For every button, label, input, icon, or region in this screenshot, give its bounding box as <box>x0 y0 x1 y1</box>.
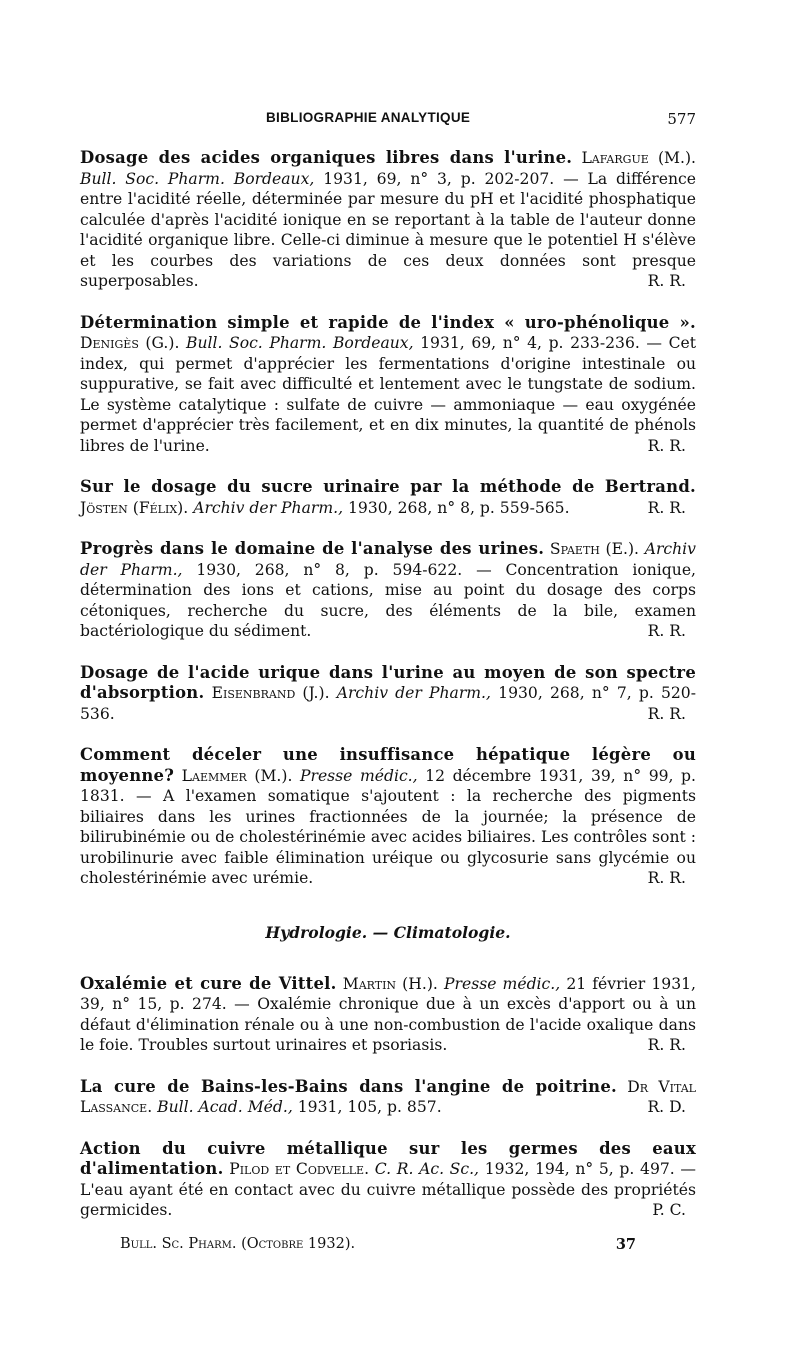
entry-signature: R. R. <box>647 272 686 290</box>
page-footer <box>80 1236 696 1258</box>
bibliography-entry <box>80 1077 696 1118</box>
page-number: 577 <box>667 110 696 128</box>
entry-title: Comment déceler une insuffisance hépatique légère ou moyenne? <box>80 745 696 785</box>
footer-signature-number: 37 <box>615 1235 636 1253</box>
entry-title: Sur le dosage du sucre urinaire par la méthode de Bertrand. <box>80 477 696 496</box>
bibliography-entry <box>80 477 696 518</box>
entry-reference: 12 décembre 1931, 39, n° 99, p. 1831. <box>80 766 696 805</box>
entry-author: Dr Vital Lassance. <box>80 1077 696 1116</box>
entry-author: Jösten (Félix). <box>80 498 189 517</box>
entries-section-1 <box>80 148 696 889</box>
entry-reference: 1931, 69, n° 3, p. 202-207. <box>314 169 555 188</box>
entry-reference: 1930, 268, n° 7, p. 520-536. <box>80 684 696 723</box>
footer-journal: Bull. Sc. Pharm. (Octobre 1932). <box>120 1235 356 1252</box>
bibliography-entry <box>80 663 696 725</box>
entry-body: — Oxalémie chronique due à un excès d'apport ou à un défaut d'élimination rénale ou à une non-combustion de l'acide oxalique dans le foie. Troubles surtout urinaires et psoriasis. <box>80 995 696 1054</box>
entry-body: — L'eau ayant été en contact avec du cuivre métallique possède des propriétés germicides. <box>80 1160 697 1219</box>
bibliography-entry <box>80 313 696 457</box>
entry-source: Archiv der Pharm., <box>80 540 696 579</box>
entry-reference: 1932, 194, n° 5, p. 497. <box>479 1160 675 1178</box>
entry-author: Denigès (G.). <box>80 334 180 352</box>
entry-title: La cure de Bains-les-Bains dans l'angine de poitrine. <box>80 1076 617 1096</box>
page <box>80 110 696 1258</box>
entry-title: Dosage des acides organiques libres dans l'urine. <box>80 148 573 167</box>
entry-title: Action du cuivre métallique sur les germes des eaux d'alimentation. <box>80 1138 696 1178</box>
entry-reference: 21 février 1931, 39, n° 15, p. 274. <box>80 974 696 1013</box>
entry-reference: 1930, 268, n° 8, p. 559-565. <box>343 498 570 517</box>
entry-signature: R. R. <box>647 869 686 887</box>
entry-reference: 1930, 268, n° 8, p. 594-622. <box>182 560 463 579</box>
bibliography-entry <box>80 745 696 889</box>
entry-signature: R. R. <box>647 498 686 517</box>
entry-source: Archiv der Pharm., <box>336 684 491 702</box>
entry-signature: R. R. <box>647 1036 686 1054</box>
entry-signature: R. R. <box>647 704 686 723</box>
entry-source: Bull. Soc. Pharm. Bordeaux, <box>80 169 315 188</box>
entry-title: Oxalémie et cure de Vittel. <box>80 973 337 993</box>
entry-signature: R. R. <box>647 622 686 640</box>
entry-source: Presse médic., <box>444 974 561 993</box>
entry-source: Archiv der Pharm., <box>193 498 344 517</box>
entry-source: Bull. Acad. Méd., <box>157 1098 293 1116</box>
entry-author: Martin (H.). <box>342 974 438 993</box>
entry-title: Détermination simple et rapide de l'index « uro-phénolique ». <box>80 312 696 332</box>
entry-signature: R. D. <box>647 1098 686 1116</box>
entry-author: Laemmer (M.). <box>181 766 293 785</box>
entry-author: Lafargue (M.). <box>581 149 696 167</box>
entry-source: C. R. Ac. Sc., <box>374 1160 480 1178</box>
page-header <box>80 110 696 132</box>
bibliography-entry <box>80 1139 696 1221</box>
bibliography-entry <box>80 148 696 292</box>
entry-source: Presse médic., <box>300 766 418 785</box>
entry-reference: 1931, 69, n° 4, p. 233-236. <box>413 334 640 352</box>
entry-author: Spaeth (E.). <box>549 540 640 558</box>
bibliography-entry <box>80 974 696 1056</box>
entry-signature: P. C. <box>652 1201 686 1219</box>
entry-source: Bull. Soc. Pharm. Bordeaux, <box>186 334 414 352</box>
entry-reference: 1931, 105, p. 857. <box>292 1098 442 1116</box>
entry-signature: R. R. <box>647 436 686 455</box>
entry-body: — A l'examen somatique s'ajoutent : la recherche des pigments biliaires dans les urines fractionnées de la journée; la présence de bilirubinémie ou de cholestérinémie avec acides biliaires. Les contrôles sont : urobilinurie avec faible élimination uréique ou glycosurie sans glycémie ou cholestérinémie avec urémie. <box>80 787 696 887</box>
entry-author: Eisenbrand (J.). <box>211 684 330 702</box>
entry-title: Progrès dans le domaine de l'analyse des urines. <box>80 539 545 558</box>
section-heading: Hydrologie. — Climatologie. <box>265 922 511 942</box>
entry-body: — La différence entre l'acidité réelle, déterminée par mesure du pH et l'acidité phosphatique calculée d'après l'acidité ionique en se reportant à la table de l'auteur donne l'acidité organique libre. Celle-ci diminue à mesure que le potentiel H s'élève et les courbes des variations de ces deux données sont presque superposables. <box>80 169 696 290</box>
bibliography-entry <box>80 539 696 642</box>
entry-title: Dosage de l'acide urique dans l'urine au moyen de son spectre d'absorption. <box>80 662 696 702</box>
entry-author: Pilod et Codvelle. <box>229 1160 370 1178</box>
entry-body: — Cet index, qui permet d'apprécier les fermentations d'origine intestinale ou suppurative, se fait avec difficulté et lentement avec le tungstate de sodium. Le système catalytique : sulfate de cuivre — ammoniaque — eau oxygénée permet d'apprécier très facilement, et en dix minutes, la quantité de phénols libres de l'urine. <box>80 334 697 455</box>
running-head: BIBLIOGRAPHIE ANALYTIQUE <box>266 110 471 125</box>
entries-section-2 <box>80 974 696 1221</box>
entry-body: — Concentration ionique, détermination des ions et cations, mise au point du dosage des corps cétoniques, recherche du sucre, des éléments de la bile, examen bactériologique du sédiment. <box>80 560 697 640</box>
